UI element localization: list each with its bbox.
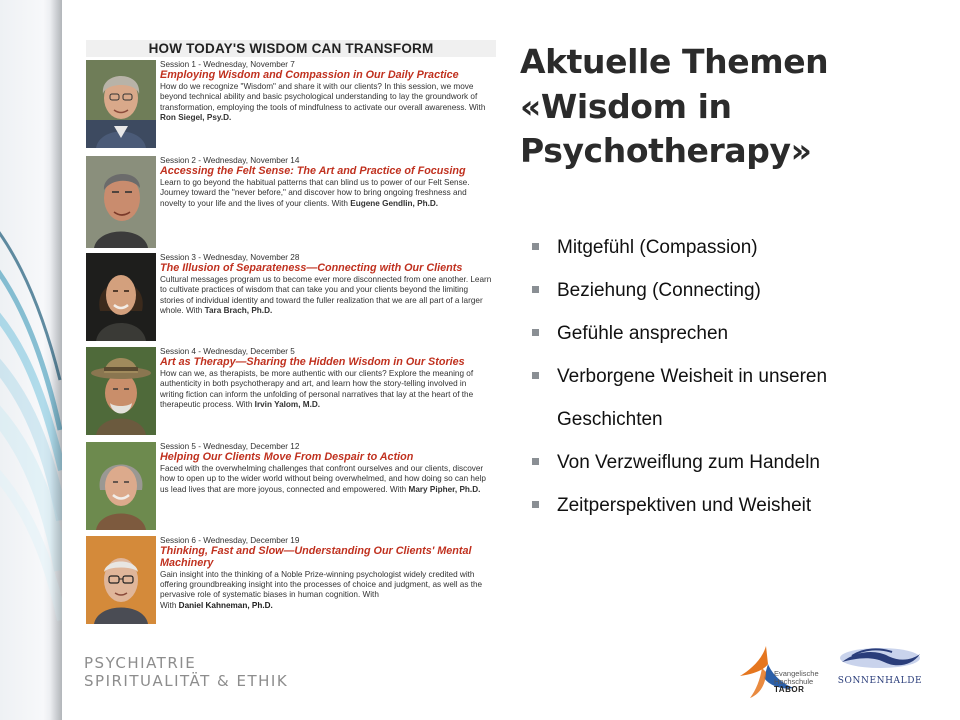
- session-2: [86, 156, 496, 252]
- presenter-photo-3: [86, 253, 156, 345]
- session-description: How do we recognize "Wisdom" and share it with our clients? In this session, we move beyond technical ability and basic psychological understanding to lay the groundwork of transformation, employing the tools of mindfulness to activate our overall awareness. With Ron Siegel, Psy.D.: [160, 82, 486, 123]
- topic-bullet-list: [530, 226, 930, 527]
- session-5: [86, 442, 496, 534]
- footer-line-2: SPIRITUALITÄT & ETHIK: [84, 672, 289, 690]
- bullet-item: Zeitperspektiven und Weisheit: [530, 484, 930, 527]
- session-6: [86, 536, 496, 636]
- tabor-line-3: TABOR: [774, 685, 805, 694]
- presenter-photo-1: [86, 60, 156, 152]
- tabor-line-1: Evangelische: [774, 669, 819, 678]
- slide-heading: Aktuelle Themen «Wisdom in Psychotherapy»: [520, 42, 829, 170]
- presenter-photo-6: [86, 536, 156, 636]
- sonnenhalde-wave-icon: [836, 644, 924, 676]
- bullet-item: Von Verzweiflung zum Handeln: [530, 441, 930, 484]
- session-date: Session 3 - Wednesday, November 28: [160, 253, 300, 262]
- bullet-item: Verborgene Weisheit in unseren Geschichten: [530, 355, 930, 441]
- tabor-line-2: Hochschule: [774, 677, 814, 686]
- session-title: Accessing the Felt Sense: The Art and Practice of Focusing: [160, 165, 466, 178]
- session-presenter-line: With Daniel Kahneman, Ph.D.: [160, 600, 273, 610]
- newsletter-header: HOW TODAY'S WISDOM CAN TRANSFORM: [86, 40, 496, 57]
- decorative-side-band: [0, 0, 62, 720]
- presenter-photo-4: [86, 347, 156, 439]
- session-date: Session 2 - Wednesday, November 14: [160, 156, 300, 165]
- bullet-item: Beziehung (Connecting): [530, 269, 930, 312]
- session-title: Thinking, Fast and Slow—Understanding Our Clients' Mental Machinery: [160, 545, 472, 569]
- sonnenhalde-logo: [836, 644, 924, 694]
- session-4: [86, 347, 496, 439]
- session-title: The Illusion of Separateness—Connecting with Our Clients: [160, 262, 463, 275]
- session-presenter: Daniel Kahneman, Ph.D.: [178, 600, 273, 610]
- session-date: Session 5 - Wednesday, December 12: [160, 442, 300, 451]
- sonnenhalde-text: SONNENHALDE: [837, 676, 923, 686]
- session-presenter: Irvin Yalom, M.D.: [254, 400, 321, 410]
- band-shadow: [50, 0, 62, 720]
- tabor-text: [774, 670, 819, 694]
- session-presenter: Tara Brach, Ph.D.: [204, 306, 273, 316]
- session-1: [86, 60, 496, 152]
- session-date: Session 1 - Wednesday, November 7: [160, 60, 295, 69]
- footer-brand: [84, 654, 288, 690]
- bullet-item: Gefühle ansprechen: [530, 312, 930, 355]
- tabor-logo: [736, 640, 832, 710]
- session-description: How can we, as therapists, be more authentic with our clients? Explore the meaning of authenticity in both psychotherapy and art, and learn how the story-telling involved in writing fiction can inform the unfolding of personal narratives that lay at the heart of the therapeutic process. With Irvin Yalom, M.D.: [160, 369, 474, 410]
- bullet-item: Mitgefühl (Compassion): [530, 226, 930, 269]
- newsletter-panel: [86, 40, 496, 636]
- presenter-photo-5: [86, 442, 156, 534]
- session-description: Gain insight into the thinking of a Noble Prize-winning psychologist widely credited with offering groundbreaking insight into the processes of choice and judgment, as well as the pervasive role of systematic biases in human cognition. With: [160, 569, 483, 600]
- session-presenter: Eugene Gendlin, Ph.D.: [350, 198, 439, 208]
- session-description: Faced with the overwhelming challenges that confront ourselves and our clients, discover how to open up to the wider world without being overwhelmed, and how doing so can help us lead lives that are more joyous, connected and empowered. With Mary Pipher, Ph.D.: [160, 464, 486, 494]
- session-presenter: Mary Pipher, Ph.D.: [408, 484, 481, 494]
- session-title: Art as Therapy—Sharing the Hidden Wisdom in Our Stories: [160, 356, 465, 369]
- session-date: Session 4 - Wednesday, December 5: [160, 347, 295, 356]
- session-presenter: Ron Siegel, Psy.D.: [160, 113, 232, 123]
- presenter-photo-2: [86, 156, 156, 252]
- session-title: Employing Wisdom and Compassion in Our Daily Practice: [160, 69, 459, 82]
- session-date: Session 6 - Wednesday, December 19: [160, 536, 300, 545]
- footer-line-1: PSYCHIATRIE: [84, 654, 197, 672]
- session-3: [86, 253, 496, 345]
- session-title: Helping Our Clients Move From Despair to Action: [160, 451, 414, 464]
- session-description: Cultural messages program us to become ever more disconnected from one another. Learn to cultivate practices of wisdom that can take you and your clients beyond the limiting stories of individual identity and toward the fuller realization that we are all part of a larger whole. With Tara Brach, Ph.D.: [160, 275, 492, 316]
- session-description: Learn to go beyond the habitual patterns that can blind us to power of our Felt Sense. Journey toward the "never before," and discover how to bring ongoing freshness and novelty to your life and the lives of your clients. With Eugene Gendlin, Ph.D.: [160, 178, 470, 208]
